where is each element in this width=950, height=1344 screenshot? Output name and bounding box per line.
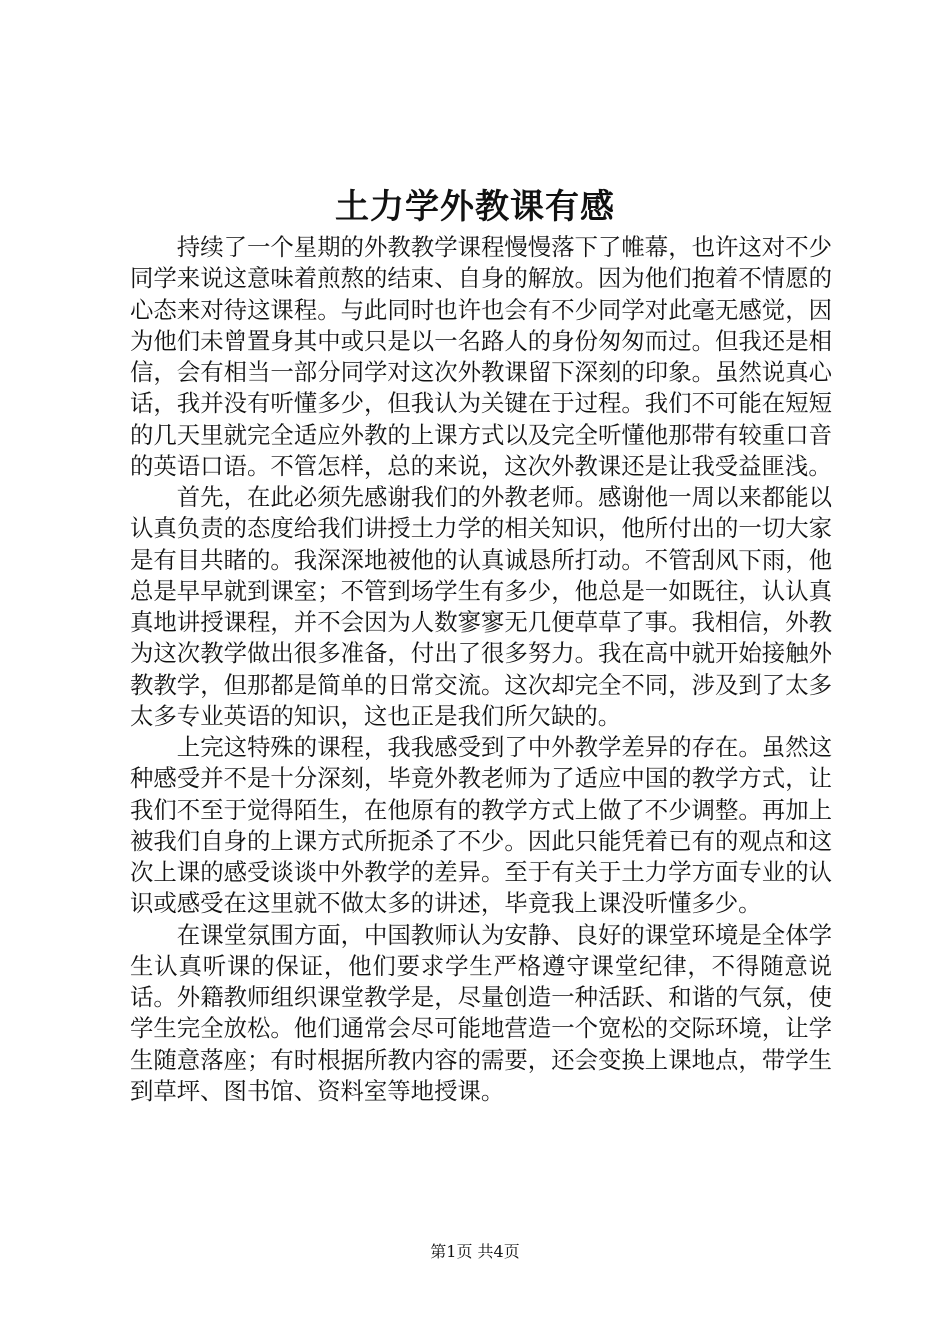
document-body — [130, 232, 832, 1107]
paragraph-3: 上完这特殊的课程，我我感受到了中外教学差异的存在。虽然这种感受并不是十分深刻，毕竟外教老师为了适应中国的教学方式，让我们不至于觉得陌生，在他原有的教学方式上做了不少调整。再加上被我们自身的上课方式所扼杀了不少。因此只能凭着已有的观点和这次上课的感受谈谈中外教学的差异。至于有关于土力学方面专业的认识或感受在这里就不做太多的讲述，毕竟我上课没听懂多少。 — [130, 733, 832, 918]
paragraph-1: 持续了一个星期的外教教学课程慢慢落下了帷幕，也许这对不少同学来说这意味着煎熬的结束、自身的解放。因为他们抱着不情愿的心态来对待这课程。与此同时也许也会有不少同学对此毫无感觉，因为他们未曾置身其中或只是以一名路人的身份匆匆而过。但我还是相信，会有相当一部分同学对这次外教课留下深刻的印象。虽然说真心话，我并没有听懂多少，但我认为关键在于过程。我们不可能在短短的几天里就完全适应外教的上课方式以及完全听懂他那带有较重口音的英语口语。不管怎样，总的来说，这次外教课还是让我受益匪浅。 — [130, 233, 832, 480]
paragraph-4: 在课堂氛围方面，中国教师认为安静、良好的课堂环境是全体学生认真听课的保证，他们要求学生严格遵守课堂纪律，不得随意说话。外籍教师组织课堂教学是，尽量创造一种活跃、和谐的气氛，使学生完全放松。他们通常会尽可能地营造一个宽松的交际环境，让学生随意落座；有时根据所教内容的需要，还会变换上课地点，带学生到草坪、图书馆、资料室等地授课。 — [130, 920, 832, 1105]
document-title: 土力学外教课有感 — [335, 187, 615, 227]
paragraph-2: 首先，在此必须先感谢我们的外教老师。感谢他一周以来都能以认真负责的态度给我们讲授土力学的相关知识，他所付出的一切大家是有目共睹的。我深深地被他的认真诚恳所打动。不管刮风下雨，他总是早早就到课室；不管到场学生有多少，他总是一如既往，认认真真地讲授课程，并不会因为人数寥寥无几便草草了事。我相信，外教为这次教学做出很多准备，付出了很多努力。我在高中就开始接触外教教学，但那都是简单的日常交流。这次却完全不同，涉及到了太多太多专业英语的知识，这也正是我们所欠缺的。 — [130, 483, 832, 730]
page-footer: 第1页 共4页 — [430, 1242, 520, 1261]
